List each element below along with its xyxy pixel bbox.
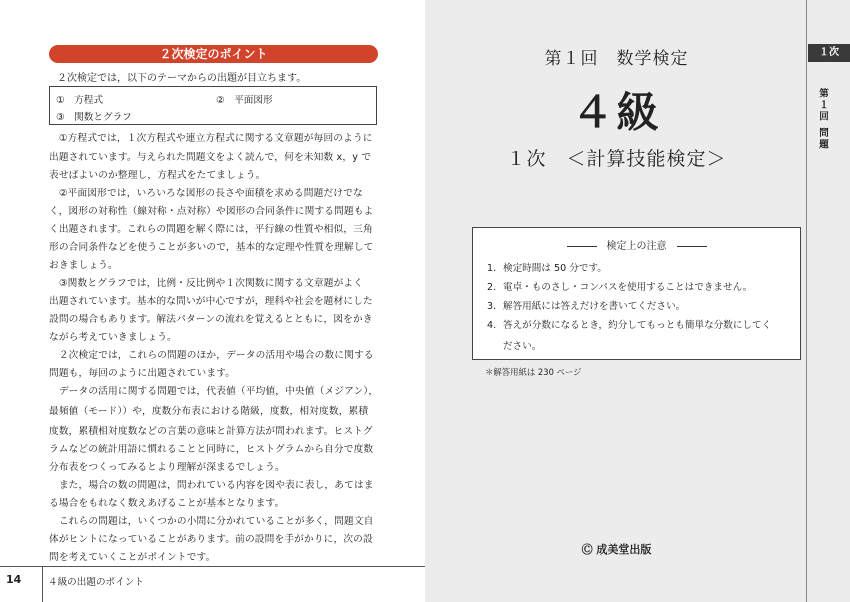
note-item [487,261,607,277]
exam-title: 第１回 数学検定 [544,49,689,69]
body-line: く出題されます。これらの問題を解く際には，平行線の性質や相似，三角 [49,224,373,235]
right-page [425,0,850,602]
notes-heading [473,237,800,252]
body-line: 出題されています。基本的な問いが中心ですが，理科や社会を題材にした [49,296,373,307]
side-tab-rule [806,0,807,602]
footer-divider [0,566,425,567]
body-line: また，場合の数の問題は，問われている内容を図や表に表し，あてはま [49,480,374,491]
body-line: 体がヒントになっていることがあります。前の設問を手がかりに，次の設 [49,534,373,545]
body-line: データの活用に関する問題では，代表値（平均値，中央値（メジアン）， [49,386,379,397]
body-line: ながら考えていきましょう。 [49,332,177,343]
note-text: 電卓・ものさし・コンパスを使用することはできません。 [503,282,753,293]
publisher: Ⓒ 成美堂出版 [581,543,652,556]
body-line: 設問の場合もあります。解法パターンの流れを覚えるとともに，図をかき [49,314,373,325]
body-line: 形の合同条件などを使うことが多いので，基本的な定理や性質を理解して [49,242,374,253]
heading-rule-right [677,246,707,247]
note-item [487,318,771,334]
body-line: おきましょう。 [49,260,118,271]
body-line: ラムなどの統計用語に慣れることと同時に，ヒストグラムから自分で度数 [49,444,374,455]
note-item [487,299,685,315]
topic-equations: ① 方程式 [56,95,103,106]
topics-box [49,86,377,125]
answer-sheet-reference: ＊解答用紙は 230 ページ [485,367,582,377]
note-number: 1. [487,263,497,274]
note-item [487,280,752,296]
body-line: 分布表をつくってみるとより理解が深まるでしょう。 [49,462,285,473]
intro-text: ２次検定では，以下のテーマからの出題が目立ちます。 [57,73,307,84]
body-line: ②平面図形では，いろいろな図形の長さや面積を求める問題だけでな [49,188,363,199]
test-type: １次 ＜計算技能検定＞ [506,148,727,170]
notes-heading-text: 検定上の注意 [606,241,667,252]
body-line: ①方程式では，１次方程式や連立方程式に関する文章題が毎回のように [49,133,373,144]
footer-vertical-divider [42,566,43,602]
section-title: ２次検定のポイント [49,45,378,63]
note-text: 答えが分数になるとき，約分してもっとも簡単な分数にしてく [503,320,772,331]
note-number: 4. [487,320,497,331]
body-line: ２次検定では，これらの問題のほか，データの活用や場合の数に関する [49,350,374,361]
topic-functions-graphs: ③ 関数とグラフ [56,112,132,123]
grade-title: ４級 [571,88,662,137]
heading-rule-left [567,246,597,247]
note-text: 検定時間は 50 分です。 [503,263,607,274]
section-tab-badge: １次 [808,44,850,62]
body-line: ③関数とグラフでは，比例・反比例や１次関数に関する文章題がよく [49,278,364,289]
page-number: 14 [6,573,22,586]
body-line: る場合をもれなく数えあげることが基本となります。 [49,498,285,509]
topic-plane-figures: ② 平面図形 [216,95,273,106]
body-line: これらの問題は，いくつかの小問に分かれていることが多く，問題文自 [49,516,374,527]
body-line: 出題されています。与えられた問題文をよく読んで，何を未知数 x，y で [49,152,372,163]
body-line: 表せばよいのか整理し，方程式をたてましょう。 [49,170,266,181]
note-number: 3. [487,301,497,312]
vertical-section-label: 第１回 問題 [817,88,828,151]
body-line: 最頻値（モード））や，度数分布表における階級，度数，相対度数，累積 [49,406,369,417]
body-line: 度数，累積相対度数などの言葉の意味と計算方法が問われます。ヒストグ [49,426,373,437]
footer-title: ４級の出題のポイント [48,577,144,588]
note-continuation: ださい。 [503,341,542,352]
body-line: 問題も，毎回のように出題されています。 [49,368,236,379]
note-number: 2. [487,282,497,293]
exam-notes-box [472,227,801,360]
body-line: 問を考えていくことがポイントです。 [49,552,216,563]
body-line: く，図形の対称性（線対称・点対称）や図形の合同条件に関する問題もよ [49,206,374,217]
note-text: 解答用紙には答えだけを書いてください。 [503,301,686,312]
